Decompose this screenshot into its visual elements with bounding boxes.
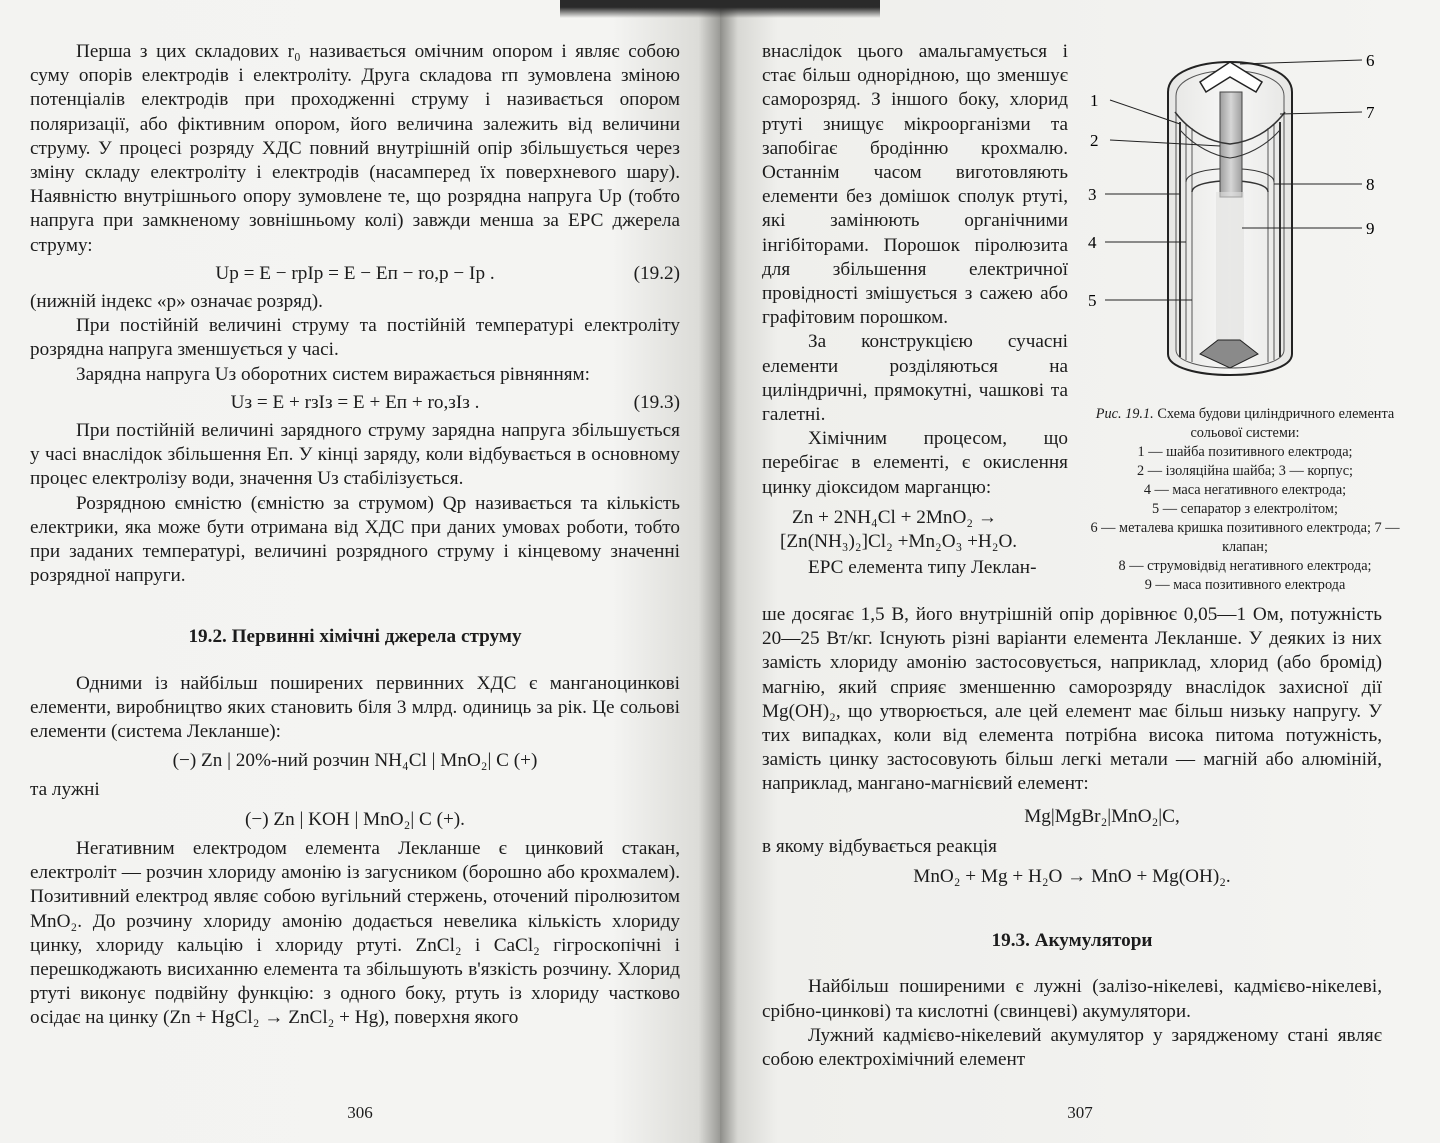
right-text-wide	[762, 603, 1382, 1072]
paragraph: Лужний кадмієво-нікелевий акумулятор у зарядженому стані являє собою електрохімічний елемент	[762, 1024, 1382, 1071]
caption-item: 2 — ізоляційна шайба; 3 — корпус;	[1136, 463, 1354, 479]
formula-19-3: Uз = E + rзIз = E + Eп + rо,зIз . (19.3)	[30, 391, 680, 415]
page-number: 306	[347, 1103, 373, 1122]
page-number: 307	[1067, 1103, 1093, 1122]
label-6: 6	[1366, 51, 1375, 70]
paragraph: ЕРС елемента типу Леклан-	[808, 557, 1037, 579]
label-4: 4	[1088, 233, 1097, 252]
label-2: 2	[1090, 131, 1099, 150]
formula-reaction-line-2: [Zn(NH₃)₂]Cl₂ +Mn₂O₃ +H₂O.	[780, 531, 1018, 553]
label-3: 3	[1088, 185, 1097, 204]
section-heading: 19.2. Первинні хімічні джерела струму	[188, 626, 522, 648]
paragraph: Найбільш поширеними є лужні (залізо-нікелеві, кадмієво-нікелеві, срібно-цинкові) та кислотні (свинцеві) акумулятори.	[762, 976, 1382, 1022]
paragraph: Розрядною ємністю (ємністю за струмом) Qр називається та кількість електрики, яка може бути отримана від ХДС при даних умовах роботи, тобто при заданих температурі, величині розрядного струму і кінцевому значенні розрядної напруги.	[30, 492, 680, 587]
label-1: 1	[1090, 91, 1099, 110]
figure-19-1	[1080, 32, 1410, 595]
formula-mg-cell: Mg|MgBr₂|MnO₂|C,	[1024, 805, 1180, 827]
paragraph: За конструкцією сучасні елементи розділяються на циліндричні, прямокутні, чашкові та галетні.	[762, 331, 1068, 426]
paragraph: ше досягає 1,5 В, його внутрішній опір дорівнює 0,05—1 Ом, потужність 20—25 Вт/кг. Існують різні варіанти елемента Лекланше. У деяких із них замість хлориду амонію застосовується, наприклад, хлорид (або бромід) магнію, який сприяє зменшенню саморозряду внаслідок захисної дії Mg(OH)₂, що утворюється, але цей елемент має більш низьку напругу. У тих випадках, коли від елемента потрібна висока питома потужність, замість цинку застосовують більш легкі метали — магній або алюміній, наприклад, мангано-магнієвий елемент:	[762, 604, 1382, 795]
label-8: 8	[1366, 175, 1375, 194]
figure-caption	[1080, 405, 1410, 595]
caption-item: 6 — металева кришка позитивного електрода; 7 — клапан;	[1090, 520, 1400, 555]
label-5: 5	[1088, 291, 1097, 310]
paragraph: (нижній індекс «р» означає розряд).	[30, 291, 323, 313]
label-9: 9	[1366, 219, 1375, 238]
caption-item: 1 — шайба позитивного електрода;	[1137, 444, 1353, 460]
caption-text: Схема будови циліндричного елемента сольової системи:	[1157, 406, 1395, 441]
paragraph: При постійній величині струму та постійній температурі електроліту розрядна напруга зменшується у часі.	[30, 315, 680, 361]
binding-shadow	[560, 0, 880, 18]
formula-reaction-line-1: Zn + 2NH₄Cl + 2MnO₂ →	[792, 506, 998, 528]
caption-item: 5 — сепаратор з електролітом;	[1152, 501, 1338, 517]
paragraph: Зарядна напруга Uз оборотних систем виражається рівнянням:	[76, 363, 591, 385]
formula-mg-reaction: MnO₂ + Mg + H₂O → MnO + Mg(OH)₂.	[913, 866, 1231, 888]
caption-item: 8 — струмовідвід негативного електрода;	[1118, 558, 1372, 574]
right-text-column	[762, 40, 1068, 580]
right-page	[720, 0, 1440, 1143]
formula-leclanche: (−) Zn | 20%-ний розчин NH₄Cl | MnO₂| C (+)	[172, 750, 538, 772]
paragraph: в якому відбувається реакція	[762, 835, 998, 857]
caption-item: 4 — маса негативного електрода;	[1143, 482, 1347, 498]
caption-item: 9 — маса позитивного електрода	[1144, 577, 1346, 593]
label-7: 7	[1366, 103, 1375, 122]
paragraph: Негативним електродом елемента Лекланше є цинковий стакан, електроліт — розчин хлориду амонію із загусником (борошно або крохмалем). Позитивний електрод являє собою вугільний стержень, оточений піролюзитом MnO₂. До розчину хлориду амонію додається невелика кількість хлориду цинку, хлориду кальцію і хлориду ртуті. ZnCl₂ і CaCl₂ гігроскопічні і перешкоджають висиханню елемента та збільшують в'язкість розчину. Хлорид ртуті виконує подвійну функцію: з одного боку, ртуть із хлориду частково осідає на цинку (Zn + HgCl₂ → ZnCl₂ + Hg), поверхня якого	[30, 837, 680, 1029]
paragraph: внаслідок цього амальгамується і стає більш однорідною, що зменшує саморозряд. З іншого боку, хлорид ртуті знищує мікроорганізми та запобігає бродінню крохмалю. Останнім часом виготовляють елементи без домішок сполук ртуті, які замінюють органічними інгібіторами. Порошок піролюзита для збільшення електричної провідності змішується з сажею або графітовим порошком.	[762, 41, 1068, 329]
paragraph: та лужні	[30, 779, 100, 801]
cell-diagram	[1080, 32, 1410, 392]
equation-number: (19.3)	[633, 391, 680, 413]
paragraph: Перша з цих складових r₀ називається омічним опором і являє собою суму опорів електродів і електроліту. Друга складова rп зумовлена зміною потенціалів електродів при проходженні струму і називається опором поляризації, або фіктивним опором, його величина залежить від величини струму. У процесі розряду ХДС повний внутрішній опір збільшується через зміну складу електроліту і електродів (насамперед їх поверхневого шару). Наявністю внутрішнього опору зумовлене те, що розрядна напруга Uр (тобто напруга при замкненому зовнішньому колі) завжди менша за ЕРС джерела струму:	[30, 41, 680, 256]
formula-19-2: Uр = E − rрIр = E − Eп − rо,р − Iр . (19.2)	[30, 262, 680, 286]
formula-alkaline: (−) Zn | KOH | MnO₂| C (+).	[245, 808, 465, 830]
paragraph: При постійній величині зарядного струму зарядна напруга збільшується у часі внаслідок збільшення Eп. У кінці заряду, коли відбувається в основному процес електролізу води, значення Uз стабілізується.	[30, 420, 680, 490]
paragraph: Хімічним процесом, що перебігає в елементі, є окислення цинку діоксидом марганцю:	[762, 428, 1068, 498]
equation-number: (19.2)	[633, 262, 680, 284]
left-text-column	[30, 40, 680, 1031]
paragraph: Одними із найбільш поширених первинних ХДС є манганоцинкові елементи, виробництво яких становить біля 3 млрд. одиниць за рік. Це сольові елементи (система Лекланше):	[30, 672, 680, 743]
caption-title: Рис. 19.1.	[1095, 406, 1154, 422]
section-heading: 19.3. Акумулятори	[991, 930, 1153, 952]
